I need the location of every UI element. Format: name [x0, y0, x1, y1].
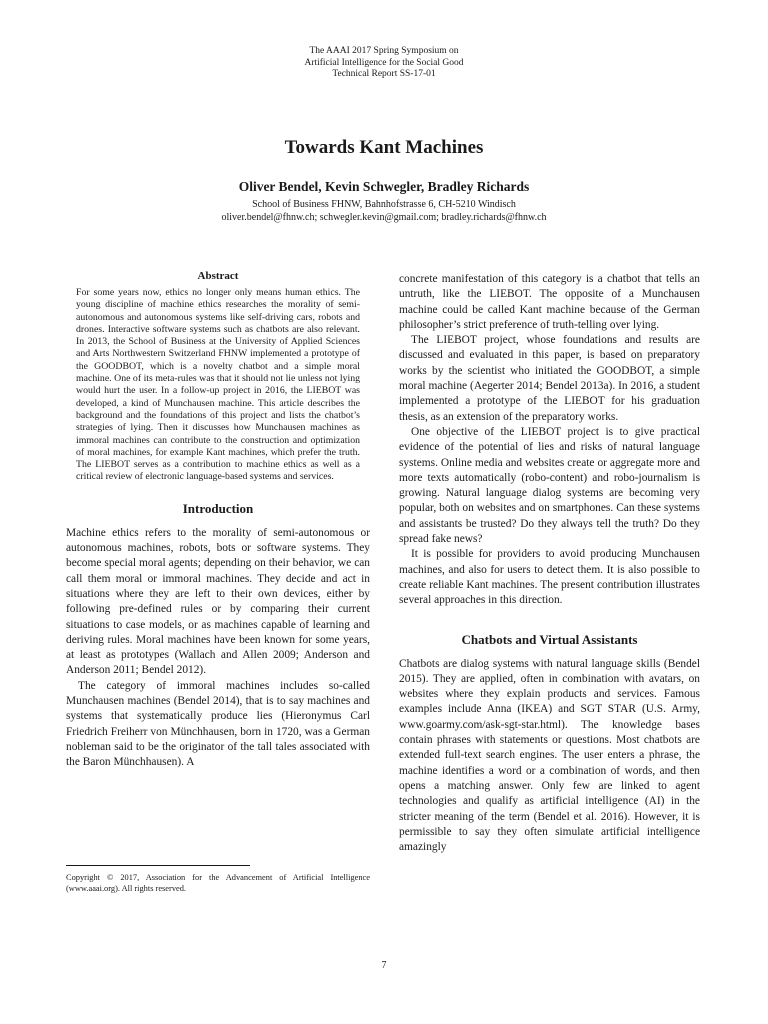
page-number: 7 [381, 960, 387, 971]
symposium-header [0, 46, 768, 81]
symposium-line-2: Artificial Intelligence for the Social Good [304, 57, 464, 68]
footnote-divider [66, 865, 250, 866]
symposium-line-1: The AAAI 2017 Spring Symposium on [309, 46, 459, 56]
introduction-paragraph-1: Machine ethics refers to the morality of semi-autonomous or autonomous machines, robots, bots or software systems. They become special moral agents; depending on their behavior, we can call them moral or immoral machines. They decide and act in situations where they are left to their own devices, either by following pre-defined rules or by comparing their current situations to case models, or as machines capable of learning and deriving rules. Moral machines have been known for some years, at least as prototypes (Wallach and Allen 2009; Anderson and Anderson 2011; Bendel 2012). [66, 526, 370, 677]
affiliation: School of Business FHNW, Bahnhofstrasse 6, CH-5210 Windisch [252, 199, 516, 210]
author-affiliation-block [0, 199, 768, 224]
abstract-section [66, 270, 370, 484]
right-column [399, 272, 700, 855]
left-column [66, 270, 370, 771]
symposium-line-3: Technical Report SS-17-01 [332, 69, 436, 79]
paper-authors: Oliver Bendel, Kevin Schwegler, Bradley Richards [238, 179, 530, 194]
introduction-paragraph-2: The category of immoral machines includes so-called Munchausen machines (Bendel 2014), that is to say machines and systems that systematically produce lies (Hieronymus Carl Friedrich Freiherr von Münchhausen, born in 1720, was a German nobleman said to be the originator of the tall tales associated with the Baron Münchhausen). A [66, 679, 370, 769]
introduction-paragraph-6: It is possible for providers to avoid producing Munchausen machines, and also for users to detect them. It is also possible to create reliable Kant machines. The present contribution illustrates several approaches in this direction. [399, 548, 700, 607]
abstract-heading: Abstract [197, 270, 239, 282]
paper-title: Towards Kant Machines [284, 137, 484, 158]
introduction-paragraph-4: The LIEBOT project, whose foundations and results are discussed and evaluated in this paper, is based on preparatory works by the scientist who initiated the GOODBOT, a simple moral machine (Aegerter 2014; Bendel 2013a). In 2016, a student implemented a prototype of the LIEBOT for his graduation thesis, as an extension of the preparatory works. [399, 334, 700, 423]
introduction-heading: Introduction [182, 500, 254, 516]
author-emails: oliver.bendel@fhnw.ch; schwegler.kevin@gmail.com; bradley.richards@fhnw.ch [221, 211, 547, 223]
introduction-paragraph-5: One objective of the LIEBOT project is to give practical evidence of the potential of lies and risks of natural language systems. Online media and websites create or aggregate more and more texts automatically (robo-content) and robo-journalism is growing. Natural language dialog systems are becoming very popular, both on websites and on smartphones. Can these systems and assistants be trusted? Do they always tell the truth? Do they spread fake news? [399, 425, 700, 546]
introduction-paragraph-3: concrete manifestation of this category is a chatbot that tells an untruth, like the LIEBOT. The opposite of a Munchausen machine could be called Kant machine because of the German philosopher’s strict preference of truth-telling over lying. [399, 273, 700, 331]
abstract-text: For some years now, ethics no longer only means human ethics. The young discipline of machine ethics researches the morality of semi-autonomous and autonomous systems like self-driving cars, robots and drones. Interactive software systems such as chatbots are also relevant. In 2013, the School of Business at the University of Applied Sciences and Arts Northwestern Switzerland FHNW implemented a prototype of the GOODBOT, which is a novelty chatbot and a simple moral machine. One of its meta-rules was that it should not lie unless not lying would hurt the user. In a follow-up project in 2016, the LIEBOT was developed, a kind of Munchausen machine. This article describes the background and the foundations of this project and lists the chatbot’s strategies of lying. Then it discusses how Munchausen machines as immoral machines can contribute to the construction and optimization of moral machines, for example Kant machines, which prefer the truth. The LIEBOT serves as a contribution to machine ethics as well as a critical review of electronic language-based systems and services. [76, 287, 360, 483]
chatbots-heading: Chatbots and Virtual Assistants [461, 631, 638, 647]
copyright-footnote: Copyright © 2017, Association for the Advancement of Artificial Intelligence (www.aaai.org). All rights reserved. [66, 873, 370, 893]
chatbots-paragraph-1: Chatbots are dialog systems with natural language skills (Bendel 2015). They are applied, often in combination with avatars, on websites where they explain products and services. Famous examples include Anna (IKEA) and SGT STAR (U.S. Army, www.goarmy.com/ask-sgt-star.html). The knowledge bases contain phrases with statements or questions. Most chatbots are extended full-text search engines. The user enters a phrase, the machine identifies a word or a combination of words, and then opens a matching answer. Only few are linked to agent technologies and qualify as artificial intelligence (AI) in the stricter meaning of the term (Bendel et al. 2016). However, it is permissible to say they often simulate artificial intelligence amazingly [399, 657, 700, 854]
